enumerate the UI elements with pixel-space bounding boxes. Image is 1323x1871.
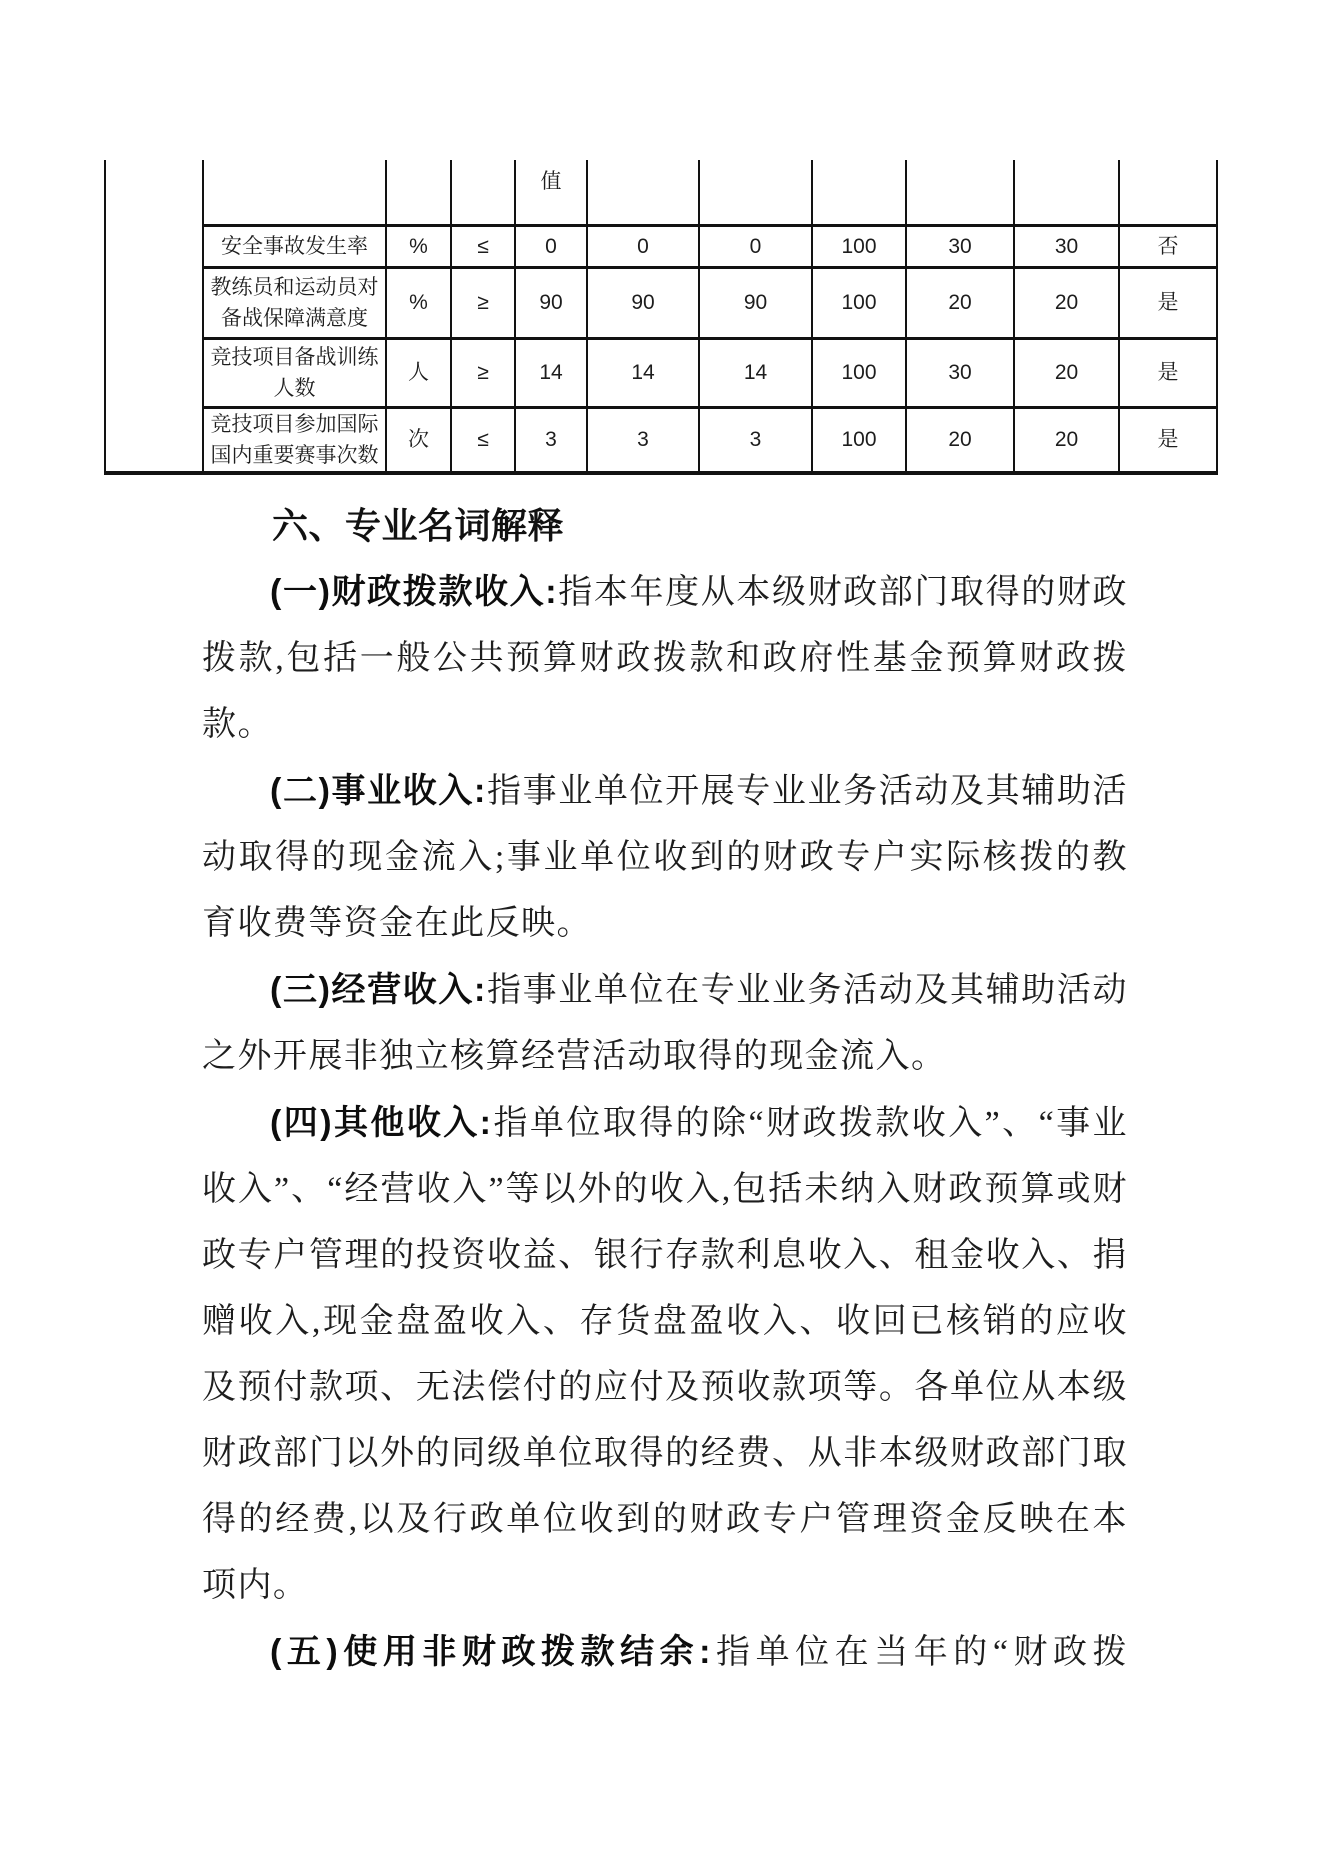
value-cell: 0 bbox=[699, 225, 812, 267]
value-cell: 20 bbox=[906, 267, 1014, 338]
operator-cell: ≤ bbox=[451, 407, 515, 473]
value-cell: 3 bbox=[699, 407, 812, 473]
unit-cell: % bbox=[386, 267, 451, 338]
term-lead: (一)财政拨款收入: bbox=[270, 573, 559, 611]
unit-cell: 次 bbox=[386, 407, 451, 473]
unit-cell: 人 bbox=[386, 338, 451, 407]
unit-cell: % bbox=[386, 225, 451, 267]
table-row bbox=[105, 225, 1217, 267]
value-cell: 0 bbox=[515, 225, 587, 267]
value-cell: 14 bbox=[699, 338, 812, 407]
table-cell bbox=[587, 160, 699, 225]
value-cell: 30 bbox=[1014, 225, 1119, 267]
table-cell bbox=[1014, 160, 1119, 225]
value-cell: 30 bbox=[906, 225, 1014, 267]
value-cell: 3 bbox=[587, 407, 699, 473]
term-definition: 指事业单位在专业业务活动及其辅助活动之外开展非独立核算经营活动取得的现金流入。 bbox=[202, 972, 1128, 1075]
section-heading: 六、专业名词解释 bbox=[272, 505, 565, 546]
term-lead: (三)经营收入: bbox=[270, 971, 487, 1009]
table-cell bbox=[699, 160, 812, 225]
value-cell: 20 bbox=[1014, 407, 1119, 473]
value-cell: 3 bbox=[515, 407, 587, 473]
value-cell: 0 bbox=[587, 225, 699, 267]
flag-cell: 是 bbox=[1119, 267, 1217, 338]
flag-cell: 否 bbox=[1119, 225, 1217, 267]
indicator-name-cell: 教练员和运动员对备战保障满意度 bbox=[203, 267, 386, 338]
glossary-paragraph-cut bbox=[202, 1619, 1128, 1686]
operator-cell: ≤ bbox=[451, 225, 515, 267]
glossary-section bbox=[202, 493, 1128, 1686]
term-definition: 指本年度从本级财政部门取得的财政拨款,包括一般公共预算财政拨款和政府性基金预算财政拨款。 bbox=[202, 574, 1129, 743]
value-cell: 90 bbox=[515, 267, 587, 338]
header-fragment-cell: 值 bbox=[515, 160, 587, 225]
value-cell: 90 bbox=[587, 267, 699, 338]
table-row bbox=[105, 407, 1217, 473]
value-cell: 20 bbox=[1014, 338, 1119, 407]
value-cell: 100 bbox=[812, 407, 906, 473]
term-definition: 指单位取得的除“财政拨款收入”、“事业收入”、“经营收入”等以外的收入,包括未纳入财政预算或财政专户管理的投资收益、银行存款利息收入、租金收入、捐赠收入,现金盘盈收入、存货盘盈收入、收回已核销的应收及预付款项、无法偿付的应付及预收款项等。各单位从本级财政部门以外的同级单位取得的经费、从非本级财政部门取得的经费,以及行政单位收到的财政专户管理资金反映在本项内。 bbox=[202, 1105, 1128, 1604]
table-row bbox=[105, 338, 1217, 407]
operator-cell: ≥ bbox=[451, 267, 515, 338]
table-row-header-partial bbox=[105, 160, 1217, 225]
glossary-paragraph bbox=[202, 957, 1128, 1090]
term-definition: 指事业单位开展专业业务活动及其辅助活动取得的现金流入;事业单位收到的财政专户实际核拨的教育收费等资金在此反映。 bbox=[202, 773, 1128, 942]
table-cell bbox=[906, 160, 1014, 225]
flag-cell: 是 bbox=[1119, 338, 1217, 407]
operator-cell: ≥ bbox=[451, 338, 515, 407]
term-definition: 指单位在当年的“财政拨 bbox=[711, 1634, 1128, 1671]
glossary-paragraph bbox=[202, 758, 1128, 957]
glossary-paragraph bbox=[202, 559, 1128, 758]
value-cell: 14 bbox=[587, 338, 699, 407]
value-cell: 100 bbox=[812, 338, 906, 407]
indicator-name-cell: 竞技项目备战训练人数 bbox=[203, 338, 386, 407]
table-cell bbox=[812, 160, 906, 225]
table-row bbox=[105, 267, 1217, 338]
value-cell: 100 bbox=[812, 225, 906, 267]
indicator-name-cell: 竞技项目参加国际国内重要赛事次数 bbox=[203, 407, 386, 473]
table-cell bbox=[451, 160, 515, 225]
table-cell bbox=[1119, 160, 1217, 225]
glossary-paragraph bbox=[202, 1090, 1128, 1619]
merged-category-cell bbox=[105, 160, 203, 473]
indicator-table bbox=[104, 160, 1218, 475]
indicator-name-cell: 安全事故发生率 bbox=[203, 225, 386, 267]
value-cell: 20 bbox=[906, 407, 1014, 473]
value-cell: 20 bbox=[1014, 267, 1119, 338]
value-cell: 90 bbox=[699, 267, 812, 338]
value-cell: 14 bbox=[515, 338, 587, 407]
value-cell: 30 bbox=[906, 338, 1014, 407]
term-lead: (二)事业收入: bbox=[270, 772, 487, 810]
term-lead: (五)使用非财政拨款结余: bbox=[270, 1633, 712, 1671]
value-cell: 100 bbox=[812, 267, 906, 338]
flag-cell: 是 bbox=[1119, 407, 1217, 473]
term-lead: (四)其他收入: bbox=[270, 1104, 493, 1142]
table-cell bbox=[386, 160, 451, 225]
table-cell bbox=[203, 160, 386, 225]
